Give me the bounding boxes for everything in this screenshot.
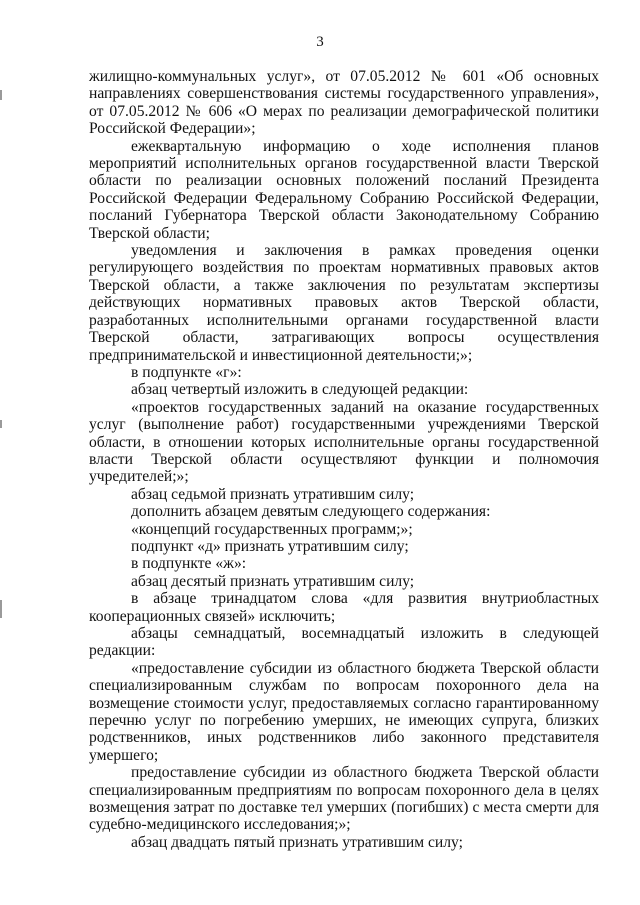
paragraph: в подпункте «ж»: [131,555,247,573]
paragraph: абзац десятый признать утратившим силу; [131,572,415,590]
paragraph: «концепций государственных программ;»; [131,520,413,538]
paragraph: «проектов государственных заданий на оказание государственных услуг (выполнение работ) государственными учреждениями Тверской области, в отношении которых исполнительные органы государственной власти Тверской области осуществляют функции и полномочия учредителей;»; [89,398,599,486]
paragraph: «предоставление субсидии из областного бюджета Тверской области специализированным службам по вопросам похоронного дела на возмещение стоимости услуг, предоставляемых согласно гарантированному перечню услуг по погребению умерших, не имеющих супруга, близких родственников, иных родственников либо законного представителя умершего; [89,659,599,764]
paragraph: ежеквартальную информацию о ходе исполнения планов мероприятий исполнительных органов государственной власти Тверской области по реализации основных положений посланий Президента Российской Федерации Федеральному Собранию Российской Федерации, посланий Губернатора Тверской области Законодательному Собранию Тверской области; [89,137,599,242]
scan-left-edge [0,0,2,905]
paragraph: жилищно-коммунальных услуг», от 07.05.2012 № 601 «Об основных направлениях совершенствования системы государственного управления», от 07.05.2012 № 606 «О мерах по реализации демографической политики Российской Федерации»; [89,68,599,138]
scan-mark [0,420,2,428]
scan-mark [0,90,2,100]
document-body [89,68,599,851]
page-number: 3 [316,34,324,50]
paragraph: дополнить абзацем девятым следующего содержания: [131,503,491,521]
paragraph: абзац четвертый изложить в следующей редакции: [131,381,469,399]
paragraph: в подпункте «г»: [131,363,242,381]
paragraph: абзац двадцать пятый признать утратившим силу; [131,833,463,851]
scan-mark [0,600,2,618]
paragraph: в абзаце тринадцатом слова «для развития внутриобластных кооперационных связей» исключить; [89,590,599,625]
paragraph: абзацы семнадцатый, восемнадцатый изложить в следующей редакции: [89,625,599,660]
paragraph: абзац седьмой признать утратившим силу; [131,485,415,503]
paragraph: уведомления и заключения в рамках проведения оценки регулирующего воздействия по проектам нормативных правовых актов Тверской области, а также заключения по результатам экспертизы действующих нормативных правовых актов Тверской области, разработанных исполнительными органами государственной власти Тверской области, затрагивающих вопросы осуществления предпринимательской и инвестиционной деятельности;»; [89,242,599,364]
paragraph: предоставление субсидии из областного бюджета Тверской области специализированным предприятиям по вопросам похоронного дела в целях возмещения затрат по доставке тел умерших (погибших) с места смерти для судебно-медицинского исследования;»; [89,764,599,834]
paragraph: подпункт «д» признать утратившим силу; [131,537,409,555]
